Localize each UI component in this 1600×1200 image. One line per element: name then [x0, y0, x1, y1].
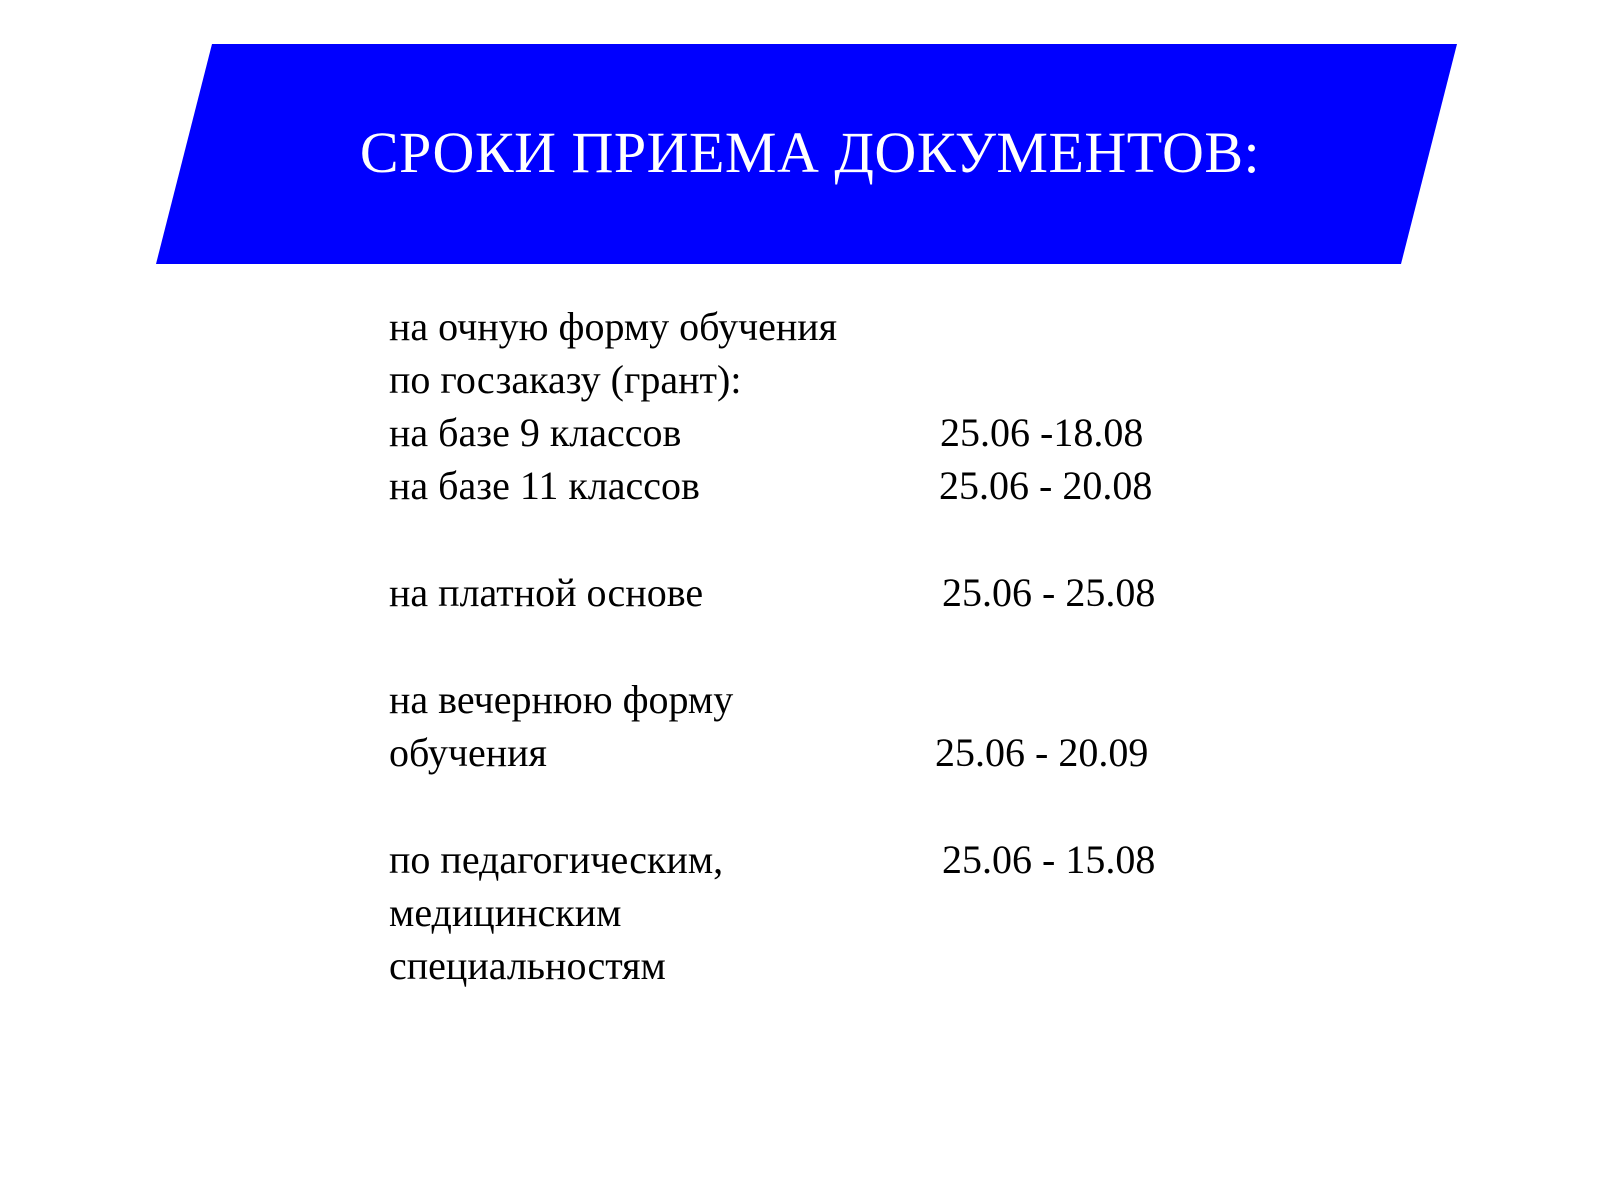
title-banner — [0, 0, 1600, 280]
evening-label-line1: на вечернюю форму — [389, 677, 734, 722]
page-title: СРОКИ ПРИЕМА ДОКУМЕНТОВ: — [359, 120, 1261, 185]
base9-dates: 25.06 -18.08 — [940, 410, 1144, 455]
fulltime-label-line2: по госзаказу (грант): — [389, 357, 742, 402]
special-label-line3: специальностям — [389, 943, 666, 988]
base11-label: на базе 11 классов — [389, 463, 700, 508]
special-label-line1: по педагогическим, — [389, 837, 724, 882]
evening-dates: 25.06 - 20.09 — [935, 730, 1149, 775]
paid-label: на платной основе — [389, 570, 704, 615]
paid-dates: 25.06 - 25.08 — [942, 570, 1156, 615]
evening-label-line2: обучения — [389, 730, 547, 775]
base11-dates: 25.06 - 20.08 — [939, 463, 1153, 508]
special-label-line2: медицинским — [389, 890, 622, 935]
special-dates: 25.06 - 15.08 — [942, 837, 1156, 882]
base9-label: на базе 9 классов — [389, 410, 682, 455]
fulltime-label-line1: на очную форму обучения — [389, 304, 838, 349]
